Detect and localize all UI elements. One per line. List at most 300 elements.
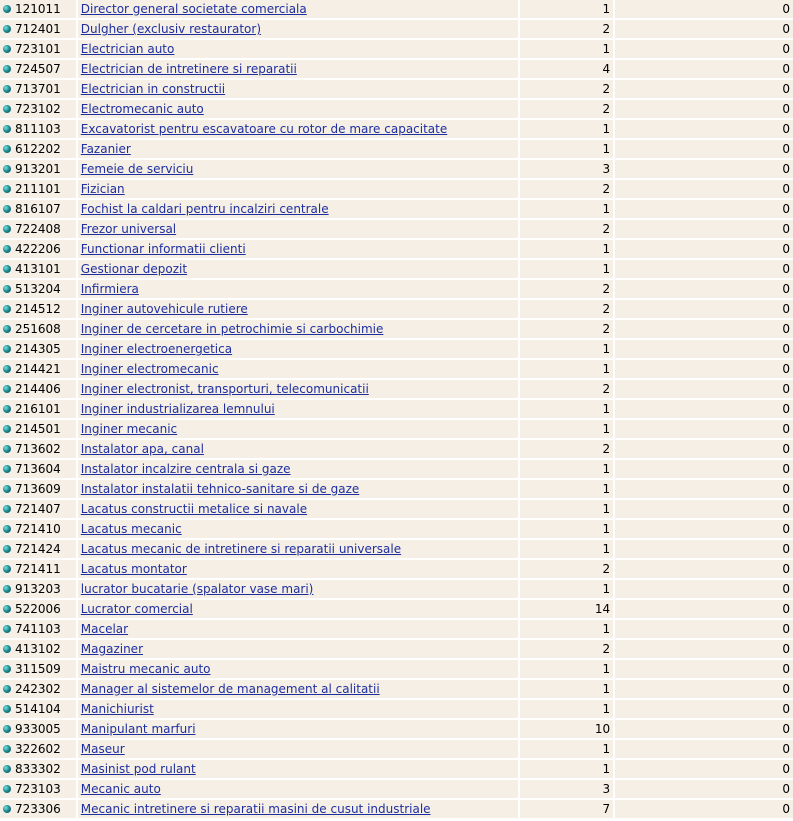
- secondary-count: 0: [615, 280, 793, 298]
- table-row: [0, 280, 793, 298]
- occupation-code: 413101: [15, 262, 61, 276]
- table-row: [0, 780, 793, 798]
- bullet-icon: [3, 785, 11, 793]
- bullet-icon: [3, 345, 11, 353]
- occupation-code: 214406: [15, 382, 61, 396]
- occupation-name-cell: [78, 160, 518, 178]
- occupation-link[interactable]: Masinist pod rulant: [80, 762, 196, 776]
- bullet-icon: [3, 45, 11, 53]
- occupation-code-cell: [0, 460, 76, 478]
- occupation-name-cell: [78, 660, 518, 678]
- secondary-count: 0: [615, 460, 793, 478]
- occupation-name-cell: [78, 180, 518, 198]
- bullet-icon: [3, 505, 11, 513]
- occupation-code-cell: [0, 760, 76, 778]
- occupation-code-cell: [0, 540, 76, 558]
- occupation-name-cell: [78, 520, 518, 538]
- occupation-code: 913203: [15, 582, 61, 596]
- vacancy-count: 1: [520, 680, 613, 698]
- table-row: [0, 740, 793, 758]
- occupation-link[interactable]: Fochist la caldari pentru incalziri centrale: [80, 202, 329, 216]
- occupation-link[interactable]: Inginer industrializarea lemnului: [80, 402, 275, 416]
- bullet-icon: [3, 25, 11, 33]
- occupation-link[interactable]: Electrician auto: [80, 42, 175, 56]
- secondary-count: 0: [615, 600, 793, 618]
- occupation-code: 723103: [15, 782, 61, 796]
- occupation-code-cell: [0, 340, 76, 358]
- bullet-icon: [3, 765, 11, 773]
- occupation-name-cell: [78, 440, 518, 458]
- vacancy-count: 2: [520, 220, 613, 238]
- vacancy-count: 3: [520, 160, 613, 178]
- occupation-code: 214305: [15, 342, 61, 356]
- secondary-count: 0: [615, 140, 793, 158]
- secondary-count: 0: [615, 60, 793, 78]
- table-row: [0, 360, 793, 378]
- vacancy-count: 14: [520, 600, 613, 618]
- vacancy-count: 1: [520, 200, 613, 218]
- occupation-name-cell: [78, 280, 518, 298]
- occupation-link[interactable]: Gestionar depozit: [80, 262, 188, 276]
- occupation-code-cell: [0, 560, 76, 578]
- occupation-code-cell: [0, 0, 76, 18]
- occupation-link[interactable]: Inginer electromecanic: [80, 362, 219, 376]
- occupation-code: 311509: [15, 662, 61, 676]
- occupation-code: 811103: [15, 122, 61, 136]
- bullet-icon: [3, 545, 11, 553]
- occupation-link[interactable]: Macelar: [80, 622, 129, 636]
- secondary-count: 0: [615, 400, 793, 418]
- secondary-count: 0: [615, 780, 793, 798]
- vacancy-count: 1: [520, 660, 613, 678]
- vacancy-count: 4: [520, 60, 613, 78]
- occupation-code: 211101: [15, 182, 61, 196]
- occupation-code: 933005: [15, 722, 61, 736]
- secondary-count: 0: [615, 700, 793, 718]
- vacancy-count: 2: [520, 440, 613, 458]
- occupation-code: 721407: [15, 502, 61, 516]
- table-row: [0, 760, 793, 778]
- occupation-code-cell: [0, 580, 76, 598]
- occupation-code-cell: [0, 180, 76, 198]
- occupation-code: 522006: [15, 602, 61, 616]
- table-row: [0, 180, 793, 198]
- occupation-code-cell: [0, 660, 76, 678]
- occupation-link[interactable]: Inginer electronist, transporturi, telecomunicatii: [80, 382, 369, 396]
- occupation-link[interactable]: Manipulant marfuri: [80, 722, 196, 736]
- occupation-name-cell: [78, 40, 518, 58]
- bullet-icon: [3, 185, 11, 193]
- table-row: [0, 440, 793, 458]
- occupation-code-cell: [0, 720, 76, 738]
- vacancy-count: 1: [520, 0, 613, 18]
- occupation-link[interactable]: Functionar informatii clienti: [80, 242, 246, 256]
- occupation-link[interactable]: Instalator incalzire centrala si gaze: [80, 462, 291, 476]
- occupation-link[interactable]: Maseur: [80, 742, 125, 756]
- bullet-icon: [3, 165, 11, 173]
- occupation-name-cell: [78, 760, 518, 778]
- secondary-count: 0: [615, 740, 793, 758]
- bullet-icon: [3, 325, 11, 333]
- occupation-code: 322602: [15, 742, 61, 756]
- table-row: [0, 100, 793, 118]
- vacancy-count: 1: [520, 260, 613, 278]
- table-row: [0, 720, 793, 738]
- occupation-link[interactable]: Infirmiera: [80, 282, 139, 296]
- occupation-link[interactable]: Lacatus montator: [80, 562, 187, 576]
- secondary-count: 0: [615, 420, 793, 438]
- table-row: [0, 640, 793, 658]
- vacancy-count: 1: [520, 340, 613, 358]
- secondary-count: 0: [615, 440, 793, 458]
- vacancy-count: 1: [520, 400, 613, 418]
- bullet-icon: [3, 605, 11, 613]
- occupation-code: 913201: [15, 162, 61, 176]
- table-row: [0, 420, 793, 438]
- occupation-code-cell: [0, 780, 76, 798]
- vacancy-count: 10: [520, 720, 613, 738]
- table-row: [0, 680, 793, 698]
- vacancy-count: 2: [520, 280, 613, 298]
- vacancy-count: 1: [520, 760, 613, 778]
- vacancy-count: 1: [520, 140, 613, 158]
- occupation-code: 723306: [15, 802, 61, 816]
- vacancy-count: 2: [520, 380, 613, 398]
- occupation-name-cell: [78, 220, 518, 238]
- occupation-code: 121011: [15, 2, 61, 16]
- occupation-code-cell: [0, 740, 76, 758]
- table-row: [0, 160, 793, 178]
- table-row: [0, 20, 793, 38]
- occupation-link[interactable]: Dulgher (exclusiv restaurator): [80, 22, 261, 36]
- secondary-count: 0: [615, 560, 793, 578]
- occupation-name-cell: [78, 320, 518, 338]
- occupation-code: 713609: [15, 482, 61, 496]
- bullet-icon: [3, 745, 11, 753]
- table-row: [0, 60, 793, 78]
- secondary-count: 0: [615, 480, 793, 498]
- occupation-link[interactable]: lucrator bucatarie (spalator vase mari): [80, 582, 314, 596]
- occupation-code-cell: [0, 100, 76, 118]
- secondary-count: 0: [615, 800, 793, 818]
- bullet-icon: [3, 625, 11, 633]
- occupation-name-cell: [78, 80, 518, 98]
- occupation-code: 413102: [15, 642, 61, 656]
- secondary-count: 0: [615, 660, 793, 678]
- bullet-icon: [3, 285, 11, 293]
- secondary-count: 0: [615, 760, 793, 778]
- occupation-code-cell: [0, 360, 76, 378]
- bullet-icon: [3, 225, 11, 233]
- occupation-link[interactable]: Manichiurist: [80, 702, 154, 716]
- occupation-code-cell: [0, 200, 76, 218]
- occupation-code-cell: [0, 420, 76, 438]
- occupation-code: 724507: [15, 62, 61, 76]
- occupation-code: 216101: [15, 402, 61, 416]
- table-row: [0, 80, 793, 98]
- bullet-icon: [3, 525, 11, 533]
- occupation-code-cell: [0, 40, 76, 58]
- occupation-link[interactable]: Magaziner: [80, 642, 143, 656]
- secondary-count: 0: [615, 240, 793, 258]
- bullet-icon: [3, 305, 11, 313]
- occupation-code: 722408: [15, 222, 61, 236]
- table-row: [0, 40, 793, 58]
- vacancy-count: 1: [520, 500, 613, 518]
- occupation-link[interactable]: Inginer autovehicule rutiere: [80, 302, 248, 316]
- occupation-link[interactable]: Femeie de serviciu: [80, 162, 194, 176]
- occupation-code-cell: [0, 440, 76, 458]
- vacancy-count: 2: [520, 300, 613, 318]
- table-row: [0, 0, 793, 18]
- occupation-code-cell: [0, 480, 76, 498]
- occupation-code-cell: [0, 60, 76, 78]
- occupation-name-cell: [78, 480, 518, 498]
- bullet-icon: [3, 665, 11, 673]
- occupation-code: 242302: [15, 682, 61, 696]
- occupation-code: 833302: [15, 762, 61, 776]
- occupation-name-cell: [78, 20, 518, 38]
- table-row: [0, 660, 793, 678]
- bullet-icon: [3, 145, 11, 153]
- occupation-name-cell: [78, 640, 518, 658]
- occupation-code-cell: [0, 220, 76, 238]
- occupation-link[interactable]: Instalator instalatii tehnico-sanitare si de gaze: [80, 482, 360, 496]
- vacancy-count: 3: [520, 780, 613, 798]
- occupation-code: 721410: [15, 522, 61, 536]
- bullet-icon: [3, 105, 11, 113]
- occupation-link[interactable]: Inginer de cercetare in petrochimie si carbochimie: [80, 322, 384, 336]
- occupation-name-cell: [78, 780, 518, 798]
- occupation-code: 513204: [15, 282, 61, 296]
- occupation-code-cell: [0, 300, 76, 318]
- secondary-count: 0: [615, 540, 793, 558]
- occupation-code: 723102: [15, 102, 61, 116]
- occupation-name-cell: [78, 420, 518, 438]
- secondary-count: 0: [615, 100, 793, 118]
- occupation-name-cell: [78, 600, 518, 618]
- secondary-count: 0: [615, 80, 793, 98]
- occupation-link[interactable]: Excavatorist pentru escavatoare cu rotor de mare capacitate: [80, 122, 448, 136]
- occupation-link[interactable]: Inginer electroenergetica: [80, 342, 233, 356]
- vacancy-count: 1: [520, 360, 613, 378]
- occupation-link[interactable]: Lacatus constructii metalice si navale: [80, 502, 308, 516]
- vacancy-count: 1: [520, 540, 613, 558]
- secondary-count: 0: [615, 200, 793, 218]
- occupation-code-cell: [0, 600, 76, 618]
- occupation-code: 713602: [15, 442, 61, 456]
- bullet-icon: [3, 805, 11, 813]
- table-row: [0, 800, 793, 818]
- table-row: [0, 520, 793, 538]
- occupation-code-cell: [0, 640, 76, 658]
- vacancy-count: 1: [520, 700, 613, 718]
- vacancy-count: 1: [520, 620, 613, 638]
- bullet-icon: [3, 245, 11, 253]
- occupation-code: 214512: [15, 302, 61, 316]
- occupation-code: 713701: [15, 82, 61, 96]
- table-row: [0, 700, 793, 718]
- table-row: [0, 540, 793, 558]
- vacancy-count: 1: [520, 580, 613, 598]
- occupation-code-cell: [0, 20, 76, 38]
- secondary-count: 0: [615, 720, 793, 738]
- occupation-name-cell: [78, 300, 518, 318]
- table-row: [0, 580, 793, 598]
- occupation-code: 713604: [15, 462, 61, 476]
- table-row: [0, 260, 793, 278]
- secondary-count: 0: [615, 360, 793, 378]
- occupation-name-cell: [78, 500, 518, 518]
- secondary-count: 0: [615, 320, 793, 338]
- secondary-count: 0: [615, 620, 793, 638]
- occupation-code: 723101: [15, 42, 61, 56]
- vacancy-count: 1: [520, 240, 613, 258]
- vacancy-count: 1: [520, 120, 613, 138]
- vacancy-count: 1: [520, 520, 613, 538]
- bullet-icon: [3, 85, 11, 93]
- occupation-name-cell: [78, 360, 518, 378]
- occupation-name-cell: [78, 380, 518, 398]
- vacancy-count: 1: [520, 40, 613, 58]
- vacancy-count: 2: [520, 20, 613, 38]
- occupation-link[interactable]: Lacatus mecanic: [80, 522, 182, 536]
- occupation-name-cell: [78, 340, 518, 358]
- occupation-code: 612202: [15, 142, 61, 156]
- occupation-link[interactable]: Electromecanic auto: [80, 102, 204, 116]
- secondary-count: 0: [615, 640, 793, 658]
- table-row: [0, 460, 793, 478]
- vacancy-count: 2: [520, 80, 613, 98]
- occupation-code-cell: [0, 80, 76, 98]
- occupation-link[interactable]: Frezor universal: [80, 222, 177, 236]
- occupation-name-cell: [78, 560, 518, 578]
- vacancy-count: 7: [520, 800, 613, 818]
- occupation-code-cell: [0, 680, 76, 698]
- occupation-code-cell: [0, 240, 76, 258]
- occupation-link[interactable]: Manager al sistemelor de management al calitatii: [80, 682, 380, 696]
- occupation-name-cell: [78, 140, 518, 158]
- occupation-code: 712401: [15, 22, 61, 36]
- table-row: [0, 140, 793, 158]
- occupation-code-cell: [0, 120, 76, 138]
- secondary-count: 0: [615, 580, 793, 598]
- bullet-icon: [3, 585, 11, 593]
- vacancy-count: 1: [520, 420, 613, 438]
- occupation-code-cell: [0, 140, 76, 158]
- occupation-code: 422206: [15, 242, 61, 256]
- occupation-link[interactable]: Maistru mecanic auto: [80, 662, 211, 676]
- occupation-code: 721424: [15, 542, 61, 556]
- occupation-code-cell: [0, 160, 76, 178]
- table-row: [0, 500, 793, 518]
- occupation-link[interactable]: Fizician: [80, 182, 125, 196]
- secondary-count: 0: [615, 520, 793, 538]
- vacancy-count: 2: [520, 560, 613, 578]
- occupation-name-cell: [78, 720, 518, 738]
- secondary-count: 0: [615, 380, 793, 398]
- occupation-name-cell: [78, 800, 518, 818]
- vacancy-count: 1: [520, 480, 613, 498]
- occupation-code-cell: [0, 500, 76, 518]
- occupation-code: 721411: [15, 562, 61, 576]
- table-row: [0, 560, 793, 578]
- bullet-icon: [3, 565, 11, 573]
- vacancy-count: 1: [520, 740, 613, 758]
- occupation-name-cell: [78, 240, 518, 258]
- secondary-count: 0: [615, 340, 793, 358]
- table-row: [0, 380, 793, 398]
- vacancy-count: 2: [520, 320, 613, 338]
- occupation-name-cell: [78, 60, 518, 78]
- secondary-count: 0: [615, 0, 793, 18]
- table-row: [0, 600, 793, 618]
- bullet-icon: [3, 725, 11, 733]
- occupation-name-cell: [78, 700, 518, 718]
- occupation-code: 251608: [15, 322, 61, 336]
- table-row: [0, 240, 793, 258]
- table-row: [0, 480, 793, 498]
- occupation-link[interactable]: Lucrator comercial: [80, 602, 193, 616]
- occupation-link[interactable]: Instalator apa, canal: [80, 442, 204, 456]
- occupation-name-cell: [78, 400, 518, 418]
- occupation-name-cell: [78, 100, 518, 118]
- occupation-name-cell: [78, 260, 518, 278]
- secondary-count: 0: [615, 120, 793, 138]
- occupation-code: 214501: [15, 422, 61, 436]
- table-row: [0, 120, 793, 138]
- occupation-code: 816107: [15, 202, 61, 216]
- occupation-name-cell: [78, 580, 518, 598]
- bullet-icon: [3, 705, 11, 713]
- occupation-link[interactable]: Electrician de intretinere si reparatii: [80, 62, 297, 76]
- vacancy-count: 2: [520, 640, 613, 658]
- bullet-icon: [3, 425, 11, 433]
- occupation-name-cell: [78, 540, 518, 558]
- vacancy-count: 1: [520, 460, 613, 478]
- bullet-icon: [3, 125, 11, 133]
- occupation-link[interactable]: Mecanic intretinere si reparatii masini de cusut industriale: [80, 802, 431, 816]
- occupation-code-cell: [0, 320, 76, 338]
- table-row: [0, 400, 793, 418]
- table-row: [0, 340, 793, 358]
- bullet-icon: [3, 465, 11, 473]
- occupation-code-cell: [0, 280, 76, 298]
- occupation-link[interactable]: Electrician in constructii: [80, 82, 226, 96]
- occupation-link[interactable]: Director general societate comerciala: [80, 2, 307, 16]
- bullet-icon: [3, 65, 11, 73]
- bullet-icon: [3, 645, 11, 653]
- occupation-code: 741103: [15, 622, 61, 636]
- occupation-link[interactable]: Inginer mecanic: [80, 422, 178, 436]
- table-row: [0, 200, 793, 218]
- occupation-name-cell: [78, 0, 518, 18]
- occupation-code: 214421: [15, 362, 61, 376]
- occupation-name-cell: [78, 680, 518, 698]
- secondary-count: 0: [615, 260, 793, 278]
- bullet-icon: [3, 5, 11, 13]
- table-row: [0, 620, 793, 638]
- occupation-link[interactable]: Mecanic auto: [80, 782, 161, 796]
- table-row: [0, 220, 793, 238]
- table-row: [0, 300, 793, 318]
- occupation-code: 514104: [15, 702, 61, 716]
- occupation-link[interactable]: Fazanier: [80, 142, 131, 156]
- occupation-name-cell: [78, 740, 518, 758]
- vacancy-count: 2: [520, 180, 613, 198]
- occupation-link[interactable]: Lacatus mecanic de intretinere si reparatii universale: [80, 542, 402, 556]
- occupation-code-cell: [0, 260, 76, 278]
